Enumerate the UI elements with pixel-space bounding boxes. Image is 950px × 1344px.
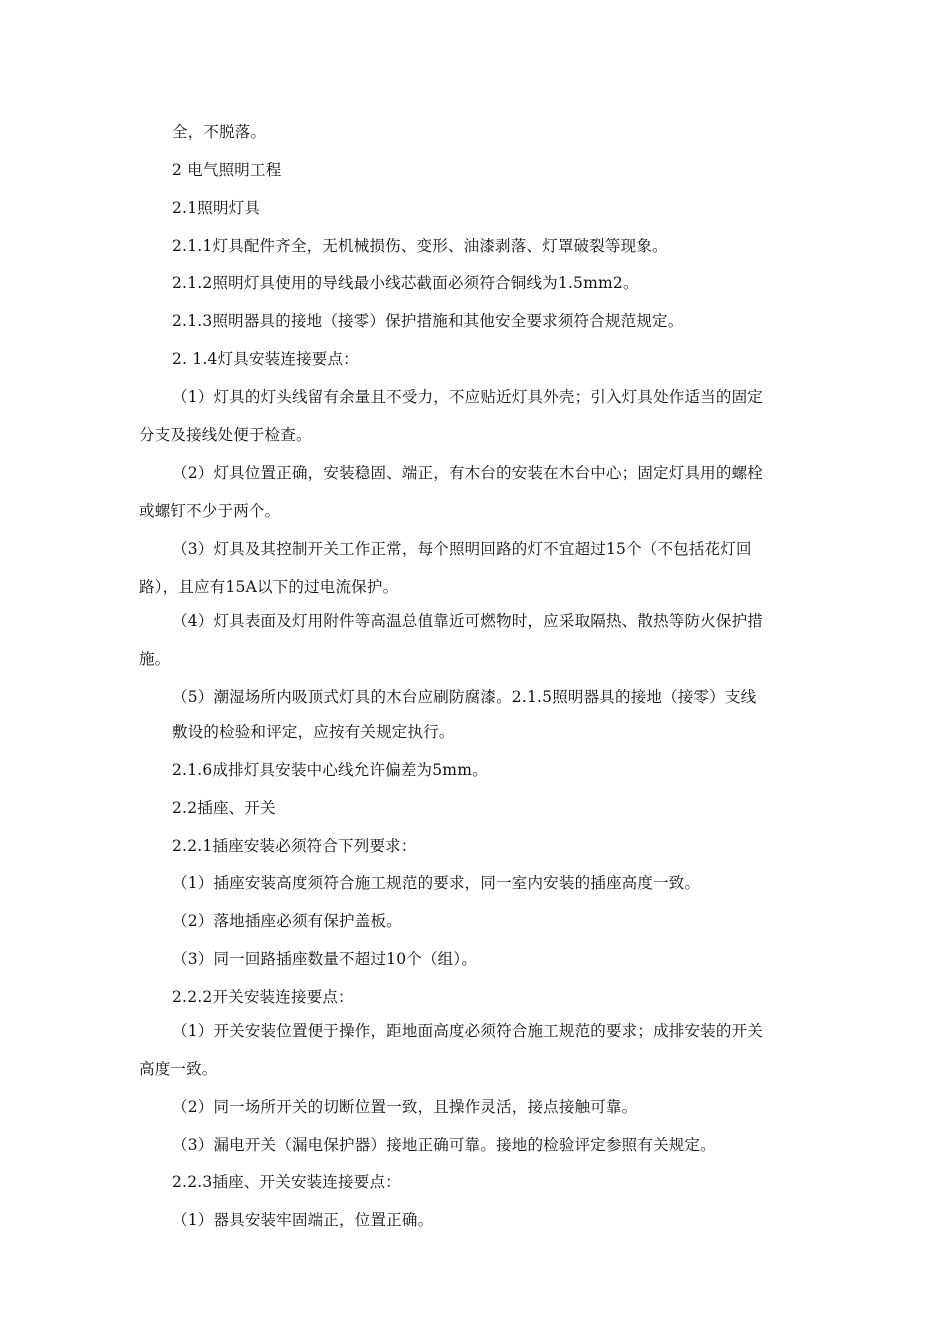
text-line: 分支及接线处便于检查。 — [139, 426, 312, 444]
text-line: （1）器具安装牢固端正，位置正确。 — [172, 1211, 434, 1229]
text-line: 敷设的检验和评定，应按有关规定执行。 — [172, 723, 455, 741]
text-line: 或螺钉不少于两个。 — [139, 502, 281, 520]
text-line: （2）同一场所开关的切断位置一致，且操作灵活，接点接触可靠。 — [172, 1098, 638, 1116]
text-line: 2.1.2照明灯具使用的导线最小线芯截面必须符合铜线为1.5mm2。 — [172, 274, 639, 292]
text-line: 高度一致。 — [139, 1060, 218, 1078]
text-line: 全，不脱落。 — [172, 123, 267, 141]
section-heading: 2 电气照明工程 — [172, 161, 282, 179]
text-line: （1）灯具的灯头线留有余量且不受力，不应贴近灯具外壳；引入灯具处作适当的固定 — [172, 388, 763, 406]
text-line: （2）灯具位置正确，安装稳固、端正，有木台的安装在木台中心；固定灯具用的螺栓 — [172, 464, 763, 482]
text-line: （1）插座安装高度须符合施工规范的要求，同一室内安装的插座高度一致。 — [172, 874, 701, 892]
text-line: （3）漏电开关（漏电保护器）接地正确可靠。接地的检验评定参照有关规定。 — [172, 1136, 716, 1154]
text-line: （5）潮湿场所内吸顶式灯具的木台应刷防腐漆。2.1.5照明器具的接地（接零）支线 — [172, 688, 757, 706]
text-line: （2）落地插座必须有保护盖板。 — [172, 912, 402, 930]
text-line: （3）同一回路插座数量不超过10个（组）。 — [172, 950, 478, 968]
text-line: 2.2.3插座、开关安装连接要点： — [172, 1173, 401, 1191]
text-line: （3）灯具及其控制开关工作正常，每个照明回路的灯不宜超过15个（不包括花灯回 — [172, 540, 752, 558]
subsection-heading: 2.2插座、开关 — [172, 799, 276, 817]
text-line: （4）灯具表面及灯用附件等高温总值靠近可燃物时，应采取隔热、散热等防火保护措 — [172, 612, 763, 630]
text-line: 2.2.1插座安装必须符合下列要求： — [172, 837, 417, 855]
text-line: （1）开关安装位置便于操作，距地面高度必须符合施工规范的要求；成排安装的开关 — [172, 1022, 763, 1040]
subsection-heading: 2.1照明灯具 — [172, 199, 261, 217]
text-line: 2.2.2开关安装连接要点： — [172, 988, 354, 1006]
text-line: 2. 1.4灯具安装连接要点： — [172, 350, 359, 368]
text-line: 2.1.1灯具配件齐全，无机械损伤、变形、油漆剥落、灯罩破裂等现象。 — [172, 237, 668, 255]
text-line: 2.1.3照明器具的接地（接零）保护措施和其他安全要求须符合规范规定。 — [172, 312, 684, 330]
text-line: 路），且应有15A以下的过电流保护。 — [139, 578, 399, 596]
text-line: 施。 — [139, 650, 171, 668]
text-line: 2.1.6成排灯具安装中心线允许偏差为5mm。 — [172, 761, 488, 779]
